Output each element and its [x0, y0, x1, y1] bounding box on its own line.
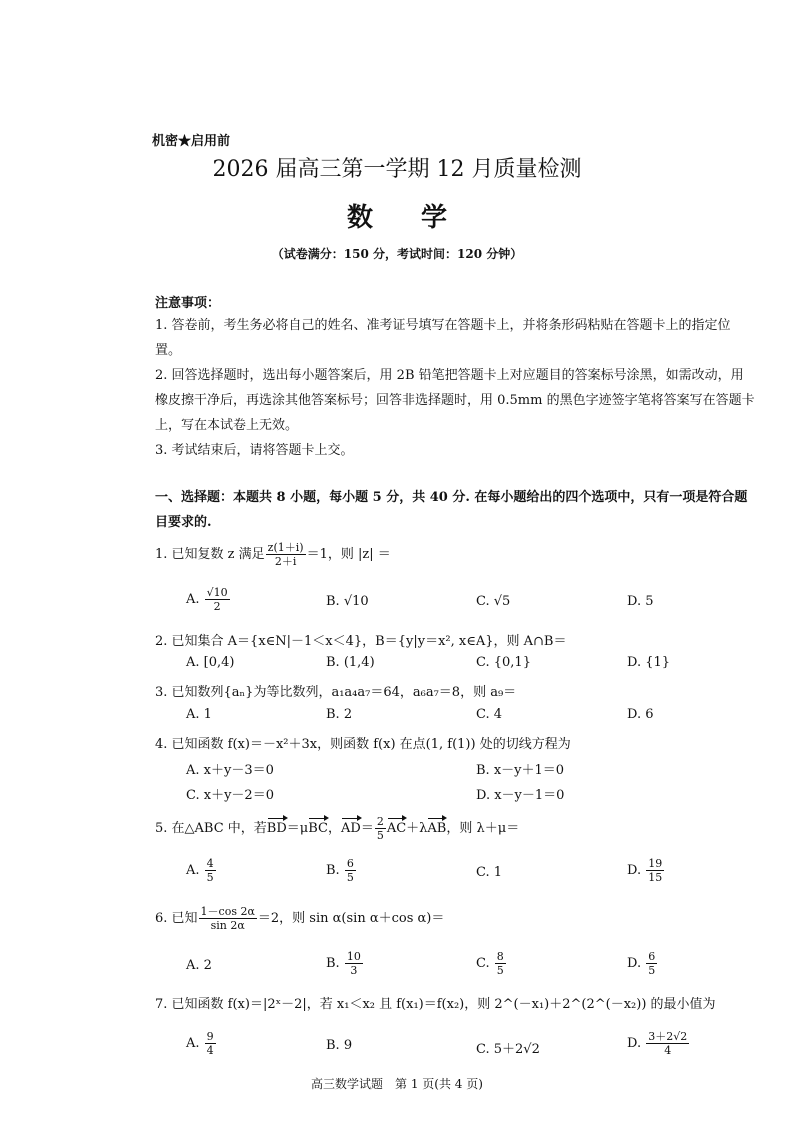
q5-plus: ＋λ [406, 821, 428, 836]
q6-b-den: 3 [350, 964, 358, 977]
q6-c-num: 8 [496, 950, 504, 963]
q6-frac-den: sin 2α [210, 919, 245, 932]
q6-frac-num: 1－cos 2α [200, 905, 255, 918]
q6-d-num: 6 [648, 950, 656, 963]
q2-option-a[interactable]: A. [0,4) [186, 655, 235, 670]
q5-stem-a: 5. 在△ABC 中，若 [155, 821, 267, 836]
q4-option-a[interactable]: A. x＋y－3＝0 [186, 763, 274, 778]
q5-frac-den: 5 [376, 829, 384, 842]
q6-b-label: B. [326, 956, 340, 971]
q6-stem-a: 6. 已知 [155, 911, 198, 926]
q6-d-fraction [646, 950, 657, 977]
q6-fraction [199, 905, 257, 932]
q4-option-b[interactable]: B. x－y＋1＝0 [476, 763, 565, 778]
q1-option-d[interactable]: D. 5 [627, 594, 654, 609]
q1-a-den: 2 [213, 600, 221, 613]
q7-a-label: A. [186, 1036, 200, 1051]
vector-bc: BC [308, 821, 328, 836]
q5-a-den: 5 [206, 871, 214, 884]
q6-option-a[interactable]: A. 2 [186, 958, 212, 973]
q1-fraction [266, 541, 306, 568]
q1-option-b[interactable]: B. √10 [326, 594, 369, 609]
q1-stem-a: 1. 已知复数 z 满足 [155, 547, 265, 562]
vector-ab: AB [427, 821, 447, 836]
q1-frac-num: z(1＋i) [267, 541, 304, 554]
q5-option-b[interactable] [326, 857, 357, 884]
vector-ac: AC [386, 821, 407, 836]
question-2-stem: 2. 已知集合 A＝{x∈N|－1＜x＜4}，B＝{y|y＝x², x∈A}，则 A∩B＝ [155, 634, 567, 649]
vector-ad: AD [341, 821, 361, 836]
q6-c-den: 5 [496, 964, 504, 977]
notice-item-3: 3. 考试结束后，请将答题卡上交。 [155, 443, 354, 458]
q1-a-fraction [205, 586, 230, 613]
q6-b-fraction [345, 950, 363, 977]
q6-option-d[interactable] [627, 950, 658, 977]
q5-eq1: ＝μ [286, 821, 309, 836]
question-4-stem: 4. 已知函数 f(x)＝－x²＋3x，则函数 f(x) 在点(1, f(1)) 处的切线方程为 [155, 737, 571, 752]
q5-option-a[interactable] [186, 857, 217, 884]
q7-d-label: D. [627, 1036, 642, 1051]
q7-option-c[interactable]: C. 5＋2√2 [476, 1042, 540, 1057]
subject-char-1: 数 [346, 203, 373, 233]
q5-b-den: 5 [346, 871, 354, 884]
q6-b-num: 10 [346, 950, 361, 963]
q5-option-c[interactable]: C. 1 [476, 865, 503, 880]
q5-b-num: 6 [346, 857, 354, 870]
q5-comma: ， [327, 821, 341, 836]
q6-d-den: 5 [648, 964, 656, 977]
q7-d-den: 4 [664, 1044, 672, 1057]
notice-item-1: 1. 答卷前，考生务必将自己的姓名、准考证号填写在答题卡上，并将条形码粘贴在答题卡上的指定位置。 [155, 318, 731, 358]
question-6-stem [155, 905, 444, 932]
q2-option-c[interactable]: C. {0,1} [476, 655, 531, 670]
q5-stem-b: ，则 λ＋μ＝ [446, 821, 520, 836]
vector-bd: BD [266, 821, 287, 836]
q1-option-c[interactable]: C. √5 [476, 594, 511, 609]
q4-option-d[interactable]: D. x－y－1＝0 [476, 788, 565, 803]
q7-a-fraction [205, 1030, 216, 1057]
exam-info: （试卷满分：150 分，考试时间：120 分钟） [271, 247, 523, 261]
q1-a-num: √10 [206, 586, 228, 599]
q5-option-d[interactable] [627, 857, 665, 884]
q3-option-a[interactable]: A. 1 [186, 707, 212, 722]
q7-option-d[interactable] [627, 1030, 690, 1057]
q7-d-fraction [646, 1030, 689, 1057]
q5-b-fraction [345, 857, 356, 884]
q3-option-c[interactable]: C. 4 [476, 707, 503, 722]
q1-stem-b: ＝1，则 |z| ＝ [306, 547, 391, 562]
q1-frac-den: 2＋i [274, 555, 297, 568]
subject-char-2: 学 [421, 203, 448, 233]
q5-eq2: ＝ [360, 821, 374, 836]
q6-d-label: D. [627, 956, 642, 971]
q5-a-fraction [205, 857, 216, 884]
q5-d-num: 19 [648, 857, 663, 870]
q6-option-c[interactable] [476, 950, 507, 977]
q5-d-den: 15 [648, 871, 663, 884]
q2-option-b[interactable]: B. (1,4) [326, 655, 375, 670]
page-footer: 高三数学试题 第 1 页(共 4 页) [311, 1077, 483, 1091]
q2-option-d[interactable]: D. {1} [627, 655, 671, 670]
q3-option-b[interactable]: B. 2 [326, 707, 353, 722]
q7-d-num: 3＋2√2 [648, 1030, 688, 1043]
question-1-stem [155, 541, 391, 568]
q7-a-den: 4 [206, 1044, 214, 1057]
q5-d-label: D. [627, 863, 642, 878]
q5-a-label: A. [186, 863, 200, 878]
question-5-stem [155, 815, 519, 842]
q1-option-a[interactable] [186, 586, 231, 613]
q4-option-c[interactable]: C. x＋y－2＝0 [186, 788, 274, 803]
question-7-stem: 7. 已知函数 f(x)＝|2ˣ－2|，若 x₁＜x₂ 且 f(x₁)＝f(x₂)，则 2^(－x₁)＋2^(2^(－x₂)) 的最小值为 [155, 997, 716, 1012]
q5-frac-num: 2 [376, 815, 384, 828]
q5-b-label: B. [326, 863, 340, 878]
question-3-stem: 3. 已知数列{aₙ}为等比数列，a₁a₄a₇＝64，a₆a₇＝8，则 a₉＝ [155, 685, 517, 700]
notice-heading: 注意事项： [155, 296, 221, 311]
q6-stem-b: ＝2，则 sin α(sin α＋cos α)＝ [257, 911, 445, 926]
q5-fraction [375, 815, 386, 842]
notice-item-2: 2. 回答选择题时，选出每小题答案后，用 2B 铅笔把答题卡上对应题目的答案标号涂黑，如需改动，用橡皮擦干净后，再选涂其他答案标号；回答非选择题时，用 0.5mm 的黑色字迹签字笔将答案写在答题卡上，写在本试卷上无效。 [155, 368, 755, 433]
q1-a-label: A. [186, 592, 200, 607]
section-heading: 一、选择题：本题共 8 小题，每小题 5 分，共 40 分. 在每小题给出的四个选项中，只有一项是符合题目要求的. [155, 490, 748, 530]
q3-option-d[interactable]: D. 6 [627, 707, 654, 722]
q6-c-fraction [495, 950, 506, 977]
q5-d-fraction [646, 857, 664, 884]
q5-a-num: 4 [206, 857, 214, 870]
subject-title [0, 197, 794, 234]
q7-option-b[interactable]: B. 9 [326, 1038, 353, 1053]
q6-option-b[interactable] [326, 950, 364, 977]
exam-title: 2026 届高三第一学期 12 月质量检测 [212, 157, 582, 182]
q7-option-a[interactable] [186, 1030, 217, 1057]
q7-a-num: 9 [206, 1030, 214, 1043]
q6-c-label: C. [476, 956, 490, 971]
confidential-label: 机密★启用前 [152, 134, 231, 149]
